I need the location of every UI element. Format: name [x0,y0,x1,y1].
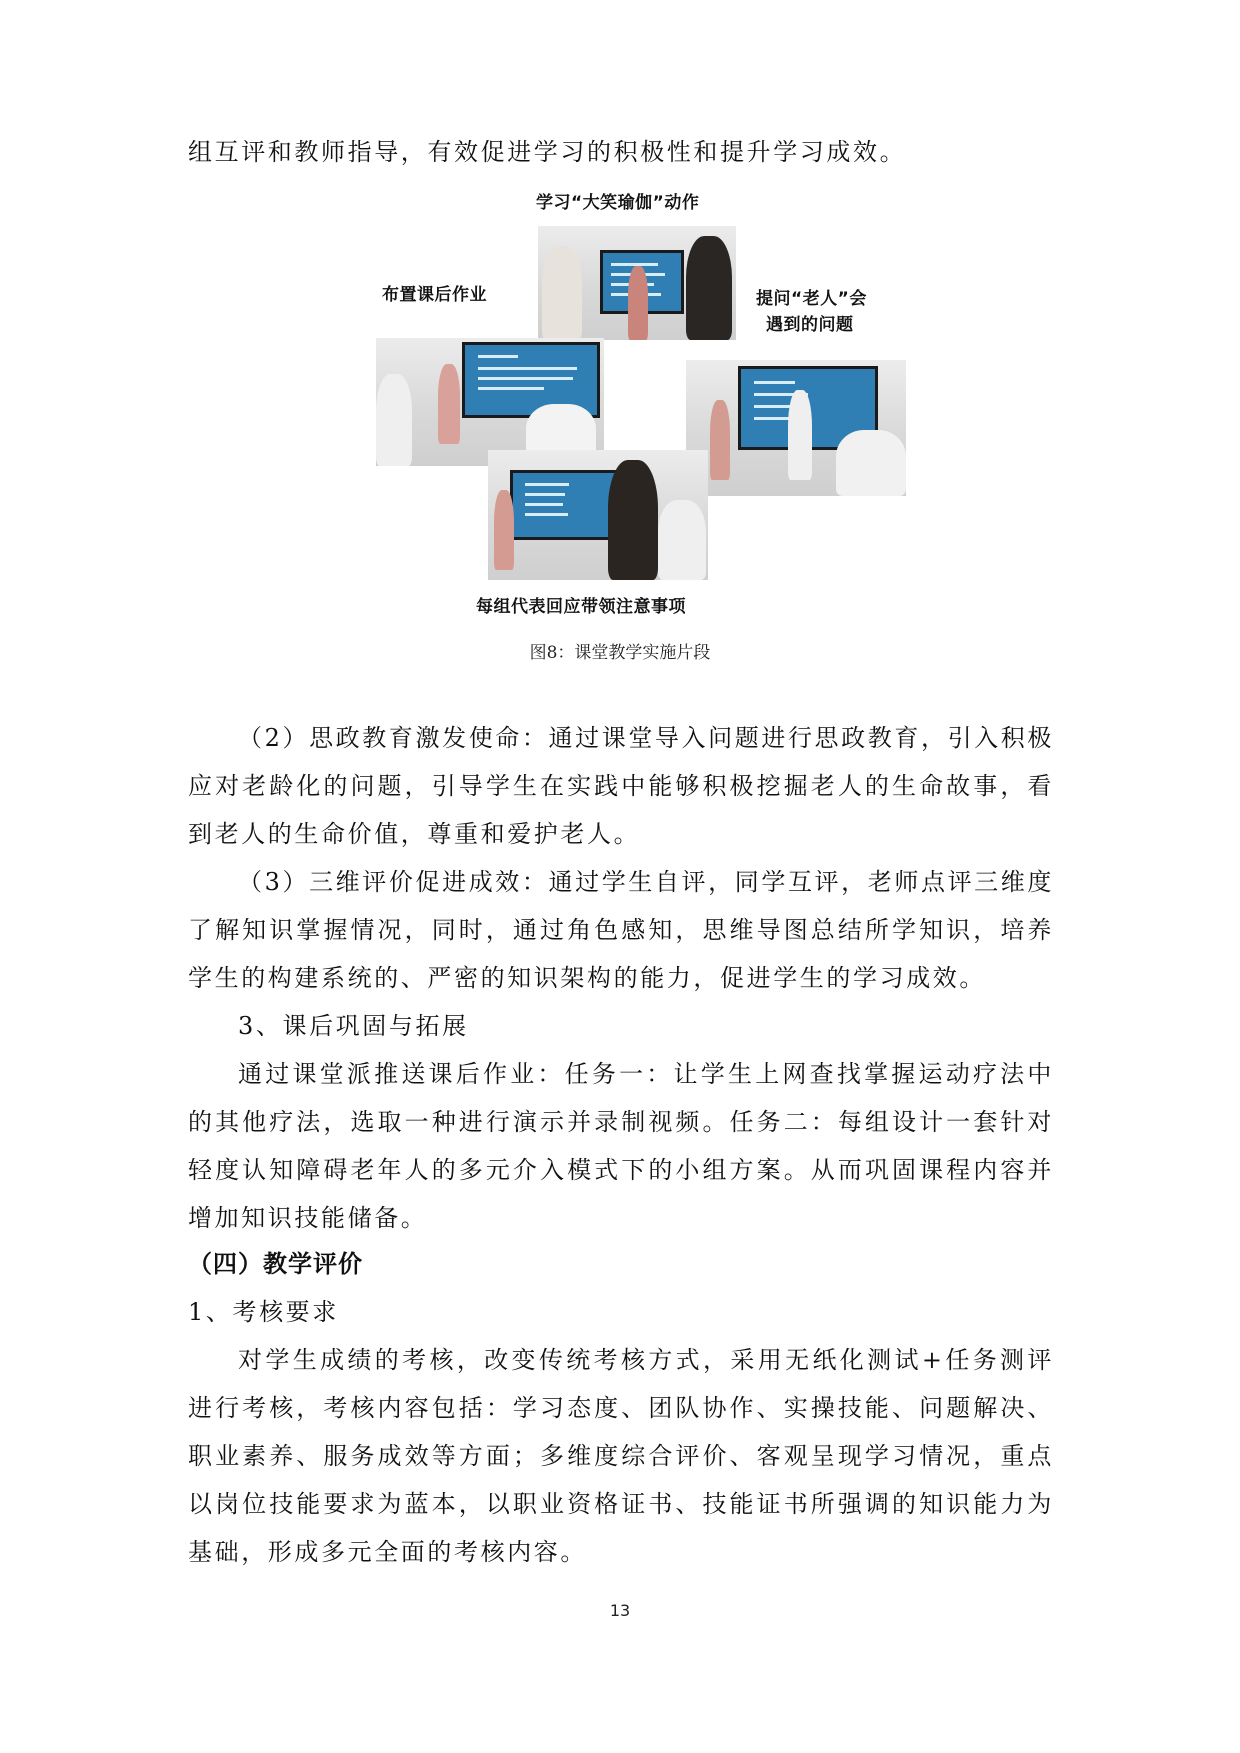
person-figure [710,400,730,480]
person-figure [658,500,706,580]
page-number: 13 [609,1601,631,1620]
person-figure [628,266,648,340]
section-3-body: 通过课堂派推送课后作业：任务一：让学生上网查找掌握运动疗法中的其他疗法，选取一种进行演示并录制视频。任务二：每组设计一套针对轻度认知障碍老年人的多元介入模式下的小组方案。从而巩固课程内容并增加知识技能储备。 [188,1060,1054,1232]
person-figure [608,460,658,580]
figure-label-right-2: 遇到的问题 [766,315,854,335]
person-figure [686,236,732,340]
section-4-heading: （四）教学评价 [188,1250,363,1278]
figure-label-left: 布置课后作业 [382,285,487,305]
paragraph-ideology: （2）思政教育激发使命：通过课堂导入问题进行思政教育，引入积极应对老龄化的问题，引导学生在实践中能够积极挖掘老人的生命故事，看到老人的生命价值，尊重和爱护老人。 [188,724,1054,848]
figure-label-top: 学习“大笑瑜伽”动作 [536,193,700,213]
figure-label-right-1: 提问“老人”会 [756,289,867,309]
photo-questions [686,360,906,496]
section-4-subtitle: 1、考核要求 [188,1298,339,1326]
person-figure [376,374,412,466]
person-figure [438,364,460,444]
figure-label-bottom: 每组代表回应带领注意事项 [476,597,686,617]
classroom-figure [376,188,906,618]
photo-yoga [538,226,736,340]
section-4-body: 对学生成绩的考核，改变传统考核方式，采用无纸化测试+任务测评进行考核，考核内容包括：学习态度、团队协作、实操技能、问题解决、职业素养、服务成效等方面；多维度综合评价、客观呈现学习情况，重点以岗位技能要求为蓝本，以职业资格证书、技能证书所强调的知识能力为基础，形成多元全面的考核内容。 [188,1346,1054,1566]
person-figure [788,390,812,480]
paragraph-evaluation: （3）三维评价促进成效：通过学生自评，同学互评，老师点评三维度了解知识掌握情况，同时，通过角色感知，思维导图总结所学知识，培养学生的构建系统的、严密的知识架构的能力，促进学生的学习成效。 [188,868,1054,992]
intro-paragraph-end: 组互评和教师指导，有效促进学习的积极性和提升学习成效。 [188,138,907,166]
photo-homework [376,338,604,466]
person-figure [494,490,514,570]
figure-caption: 图8：课堂教学实施片段 [529,643,711,663]
section-3-title: 3、课后巩固与拓展 [238,1012,469,1040]
person-figure [542,246,582,340]
photo-group-response [488,450,708,580]
person-figure [836,430,906,496]
